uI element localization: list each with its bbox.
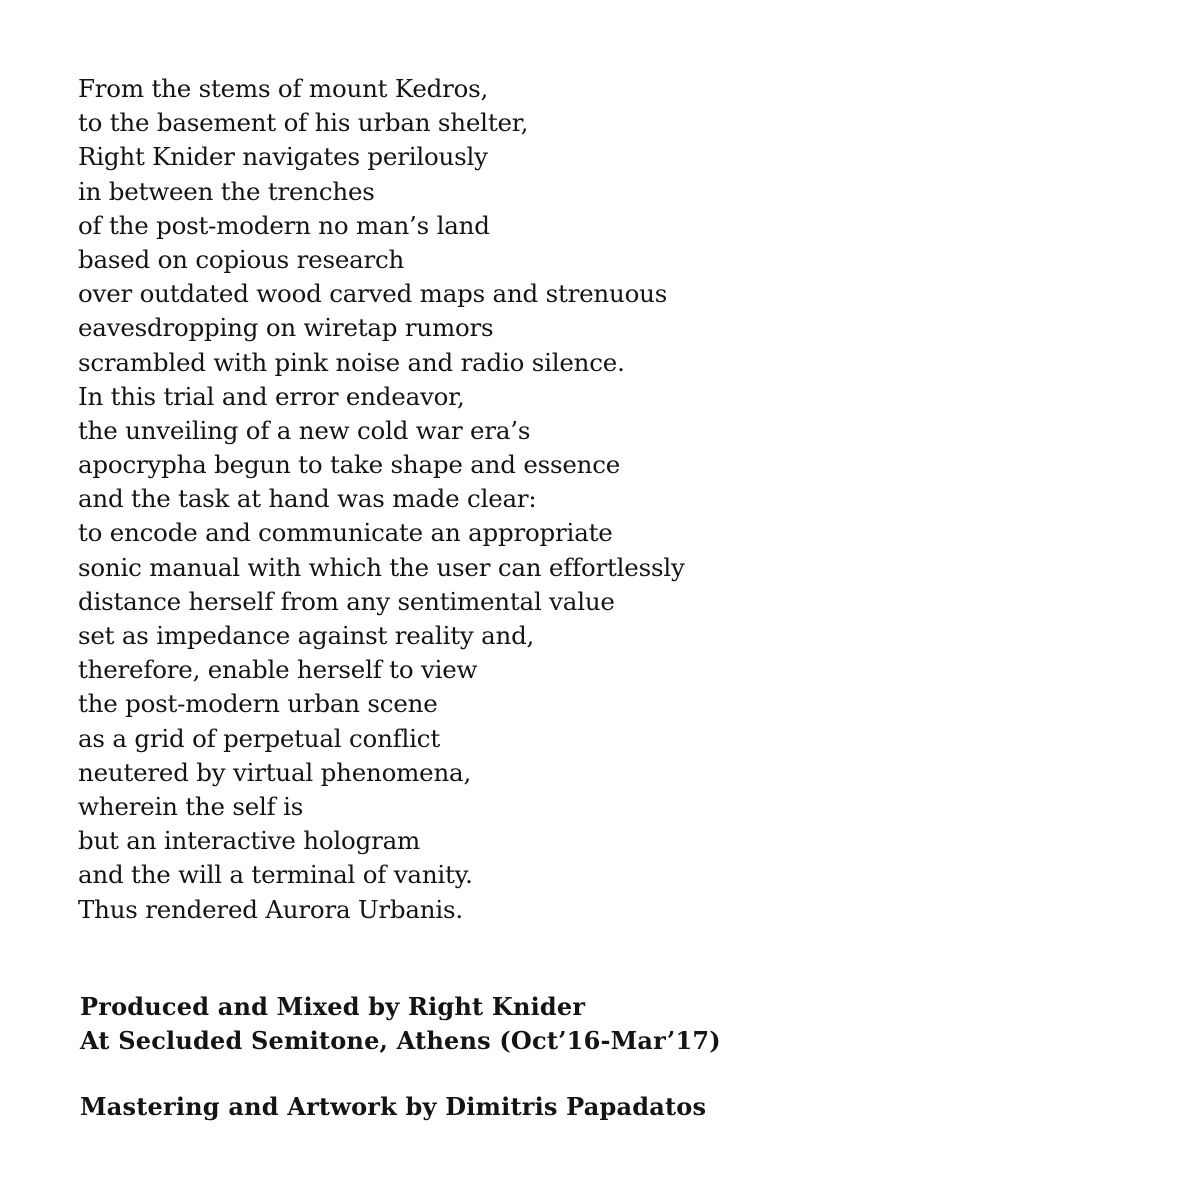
poem-line: Thus rendered Aurora Urbanis. <box>78 894 463 924</box>
poem-line: distance herself from any sentimental value <box>78 586 615 616</box>
poem-line: sonic manual with which the user can effortlessly <box>78 552 685 582</box>
poem-line: of the post-modern no man’s land <box>78 210 490 240</box>
poem-line: to encode and communicate an appropriate <box>78 518 613 548</box>
poem-line: neutered by virtual phenomena, <box>78 757 472 787</box>
poem-line: the post-modern urban scene <box>78 689 438 719</box>
poem-line: therefore, enable herself to view <box>78 655 478 685</box>
poem-line: In this trial and error endeavor, <box>78 381 465 411</box>
mastering-credit: Mastering and Artwork by Dimitris Papadatos <box>80 1092 707 1121</box>
poem-line: as a grid of perpetual conflict <box>78 723 440 753</box>
location-credit: At Secluded Semitone, Athens (Oct’16-Mar’17) <box>80 1026 721 1055</box>
poem-line: wherein the self is <box>78 791 304 821</box>
credits-spacer <box>80 1058 721 1090</box>
poem-line: eavesdropping on wiretap rumors <box>78 313 494 343</box>
poem-line: From the stems of mount Kedros, <box>78 74 489 103</box>
poem-line: in between the trenches <box>78 176 375 206</box>
poem-line: and the will a terminal of vanity. <box>78 860 473 890</box>
poem-line: apocrypha begun to take shape and essence <box>78 450 621 480</box>
credits-block <box>80 990 721 1124</box>
poem-line: over outdated wood carved maps and strenuous <box>78 279 668 309</box>
poem-line: based on copious research <box>78 244 405 274</box>
poem-line: scrambled with pink noise and radio silence. <box>78 347 625 377</box>
poem-line: and the task at hand was made clear: <box>78 484 537 514</box>
poem-line: but an interactive hologram <box>78 826 421 856</box>
poem-line: the unveiling of a new cold war era’s <box>78 415 531 445</box>
poem-line: Right Knider navigates perilously <box>78 142 488 172</box>
poem-line: to the basement of his urban shelter, <box>78 108 529 138</box>
produced-credit: Produced and Mixed by Right Knider <box>80 992 586 1021</box>
poem-line: set as impedance against reality and, <box>78 621 535 650</box>
poem-text <box>78 72 685 927</box>
